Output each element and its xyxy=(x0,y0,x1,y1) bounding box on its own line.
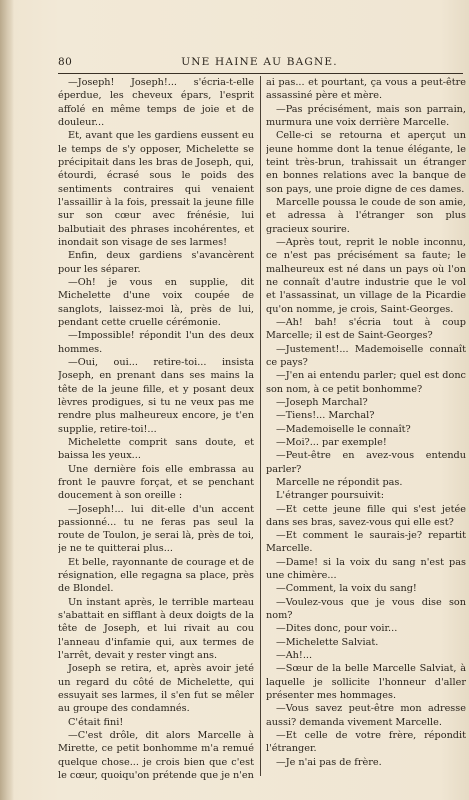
paragraph: Joseph se retira, et, après avoir jeté un regard du côté de Michelette, qui essuyait ses larmes, il s'en fut se mêler au groupe des condamnés. xyxy=(58,663,254,715)
paragraph: Michelette comprit sans doute, et baissa les yeux... xyxy=(58,436,254,462)
paragraph: —Après tout, reprit le noble inconnu, ce n'est pas précisément sa faute; le malheureux est né dans un pays où l'on ne connaît d'autre industrie que le vol et l'assassinat, un village de la Picardie qu'on nomme, je crois, Saint-Georges. xyxy=(266,236,466,315)
paragraph: —Justement!... Mademoiselle connaît ce pays? xyxy=(266,343,466,368)
paragraph: —Tiens!... Marchal? xyxy=(276,410,375,422)
paragraph: —C'est drôle, dit alors Marcelle à Mirette, ce petit bonhomme m'a remué quelque chose... je crois bien que c'est le cœur, quoiqu'on prétende que je n'en xyxy=(58,730,254,782)
page-number: 80 xyxy=(58,56,73,68)
paragraph: —Joseph! Joseph!... s'écria-t-elle éperdue, les cheveux épars, l'esprit affolé en même temps de joie et de douleur... xyxy=(58,77,254,128)
paragraph: Marcelle poussa le coude de son amie, et adressa à l'étranger son plus gracieux sourire. xyxy=(266,196,466,235)
paragraph: —Ah! bah! s'écria tout à coup Marcelle; il est de Saint-Georges? xyxy=(266,316,466,342)
paragraph: —Pas précisément, mais son parrain, murmura une voix derrière Marcelle. xyxy=(266,103,466,128)
page-header xyxy=(58,56,461,70)
left-column xyxy=(58,76,254,798)
paragraph: —Oui, oui... retire-toi... insista Joseph, en prenant dans ses mains la tête de la jeune fille, et y posant deux lèvres prodigues, si tu ne veux pas me rendre plus malheureux encore, je t'en supplie, retire-toi!... xyxy=(58,356,254,435)
paragraph: —Vous savez peut-être mon adresse aussi? demanda vivement Marcelle. xyxy=(266,703,466,728)
paragraph: ai pas... et pourtant, ça vous a peut-être assassiné père et mère. xyxy=(266,77,466,102)
paragraph: —Et celle de votre frère, répondit l'étranger. xyxy=(266,730,466,755)
paragraph: —Mademoiselle le connaît? xyxy=(276,423,411,435)
paragraph: Un instant après, le terrible marteau s'abattait en sifflant à deux doigts de la tête de Joseph, et lui rivait au cou l'anneau d'infamie qui, aux termes de l'arrêt, devait y rester vingt ans. xyxy=(58,596,254,662)
paragraph: Une dernière fois elle embrassa au front le pauvre forçat, et se penchant doucement à son oreille : xyxy=(58,463,254,502)
paragraph: —Impossible! répondit l'un des deux hommes. xyxy=(58,330,254,355)
page-spine-shadow xyxy=(0,0,14,800)
paragraph: —Peut-être en avez-vous entendu parler? xyxy=(266,450,466,475)
paragraph: —Je n'ai pas de frère. xyxy=(276,756,382,768)
paragraph: Et belle, rayonnante de courage et de résignation, elle regagna sa place, près de Blondel. xyxy=(58,556,254,595)
paragraph: L'étranger poursuivit: xyxy=(276,490,384,502)
paragraph: —Et cette jeune fille qui s'est jetée dans ses bras, savez-vous qui elle est? xyxy=(266,503,466,528)
paragraph: —Michelette Salviat. xyxy=(276,636,379,648)
running-title: UNE HAINE AU BAGNE. xyxy=(181,56,338,68)
header-rule xyxy=(58,73,463,74)
paragraph: —Joseph!... lui dit-elle d'un accent passionné... tu ne feras pas seul la route de Toulon, je serai là, près de toi, je ne te quitterai plus... xyxy=(58,503,254,555)
paragraph: —Ah!... xyxy=(276,650,313,662)
paragraph: C'était fini! xyxy=(68,716,124,728)
paragraph: —Voulez-vous que je vous dise son nom? xyxy=(266,596,466,622)
paragraph: —Comment, la voix du sang! xyxy=(276,583,417,595)
paragraph: —Sœur de la belle Marcelle Salviat, à laquelle je sollicite l'honneur d'aller présenter mes hommages. xyxy=(266,663,466,702)
paragraph: Marcelle ne répondit pas. xyxy=(276,476,403,488)
paragraph: —Et comment le saurais-je? repartit Marcelle. xyxy=(266,530,466,555)
paragraph: Enfin, deux gardiens s'avancèrent pour les séparer. xyxy=(58,250,254,275)
column-divider xyxy=(260,76,261,776)
paragraph: Et, avant que les gardiens eussent eu le temps de s'y opposer, Michelette se précipitait dans les bras de Joseph, qui, étourdi, écrasé sous le poids des sentiments contraires qui venaient l'assaillir à la fois, pressait la jeune fille sur son cœur avec frénésie, lui balbutiait des phrases incohérentes, et inondait son visage de ses larmes! xyxy=(58,130,254,248)
paragraph: Celle-ci se retourna et aperçut un jeune homme dont la tenue élégante, le teint très-brun, trahissait un étranger en bonnes relations avec la banque de son pays, une proie digne de ces dames. xyxy=(266,130,466,195)
paragraph: —Dame! si la voix du sang n'est pas une chimère... xyxy=(266,556,466,582)
paragraph: —J'en ai entendu parler; quel est donc son nom, à ce petit bonhomme? xyxy=(266,370,466,395)
paragraph: —Joseph Marchal? xyxy=(276,396,368,408)
paragraph: —Oh! je vous en supplie, dit Michelette d'une voix coupée de sanglots, laissez-moi là, près de lui, pendant cette cruelle cérémonie. xyxy=(58,276,254,328)
paragraph: —Dites donc, pour voir... xyxy=(276,623,398,635)
right-column xyxy=(266,76,466,798)
paragraph: —Moi?... par exemple! xyxy=(276,436,387,448)
